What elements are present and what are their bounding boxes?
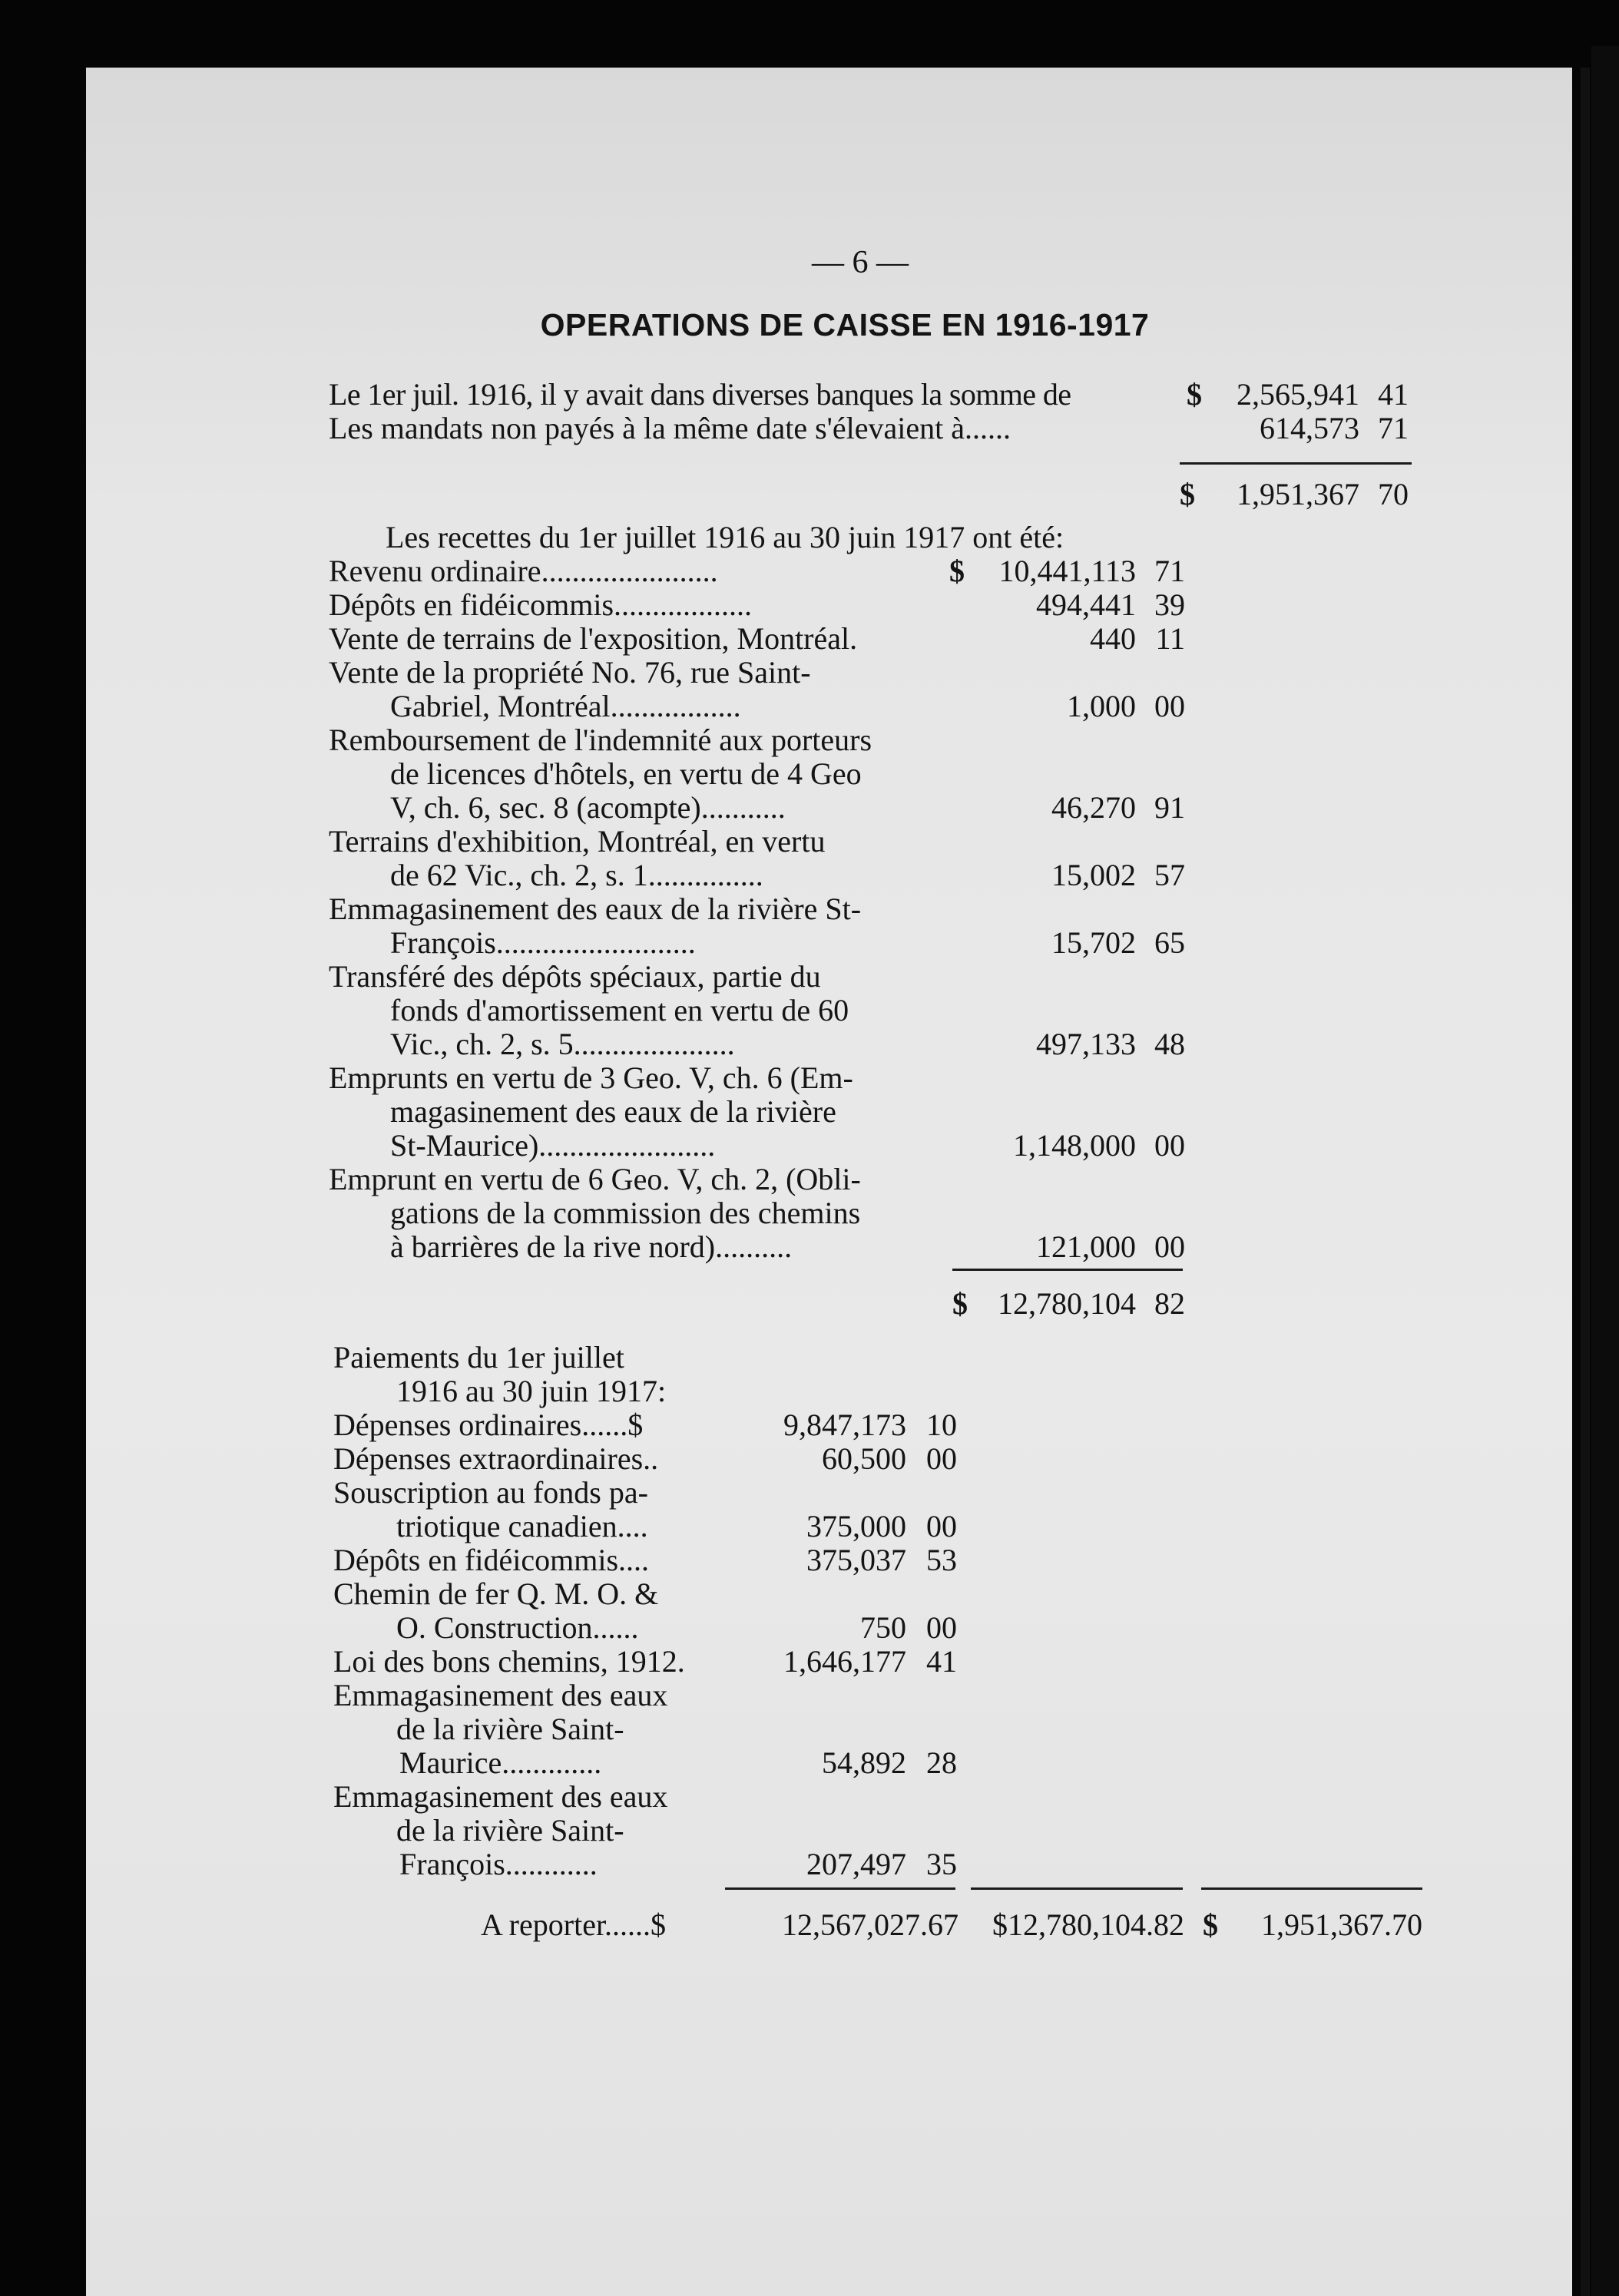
rule-payments-col1 <box>725 1887 955 1890</box>
receipt-line: Emprunts en vertu de 3 Geo. V, ch. 6 (Em- <box>329 1060 853 1095</box>
opening-line-2: Les mandats non payés à la même date s'élevaient à...... <box>329 411 1011 445</box>
payments-intro: Paiements du 1er juillet <box>333 1340 624 1375</box>
receipt-amount: 497,133 <box>1036 1027 1136 1061</box>
receipt-cents: 57 <box>1154 858 1185 892</box>
rule-receipts <box>952 1269 1183 1271</box>
payment-line: Dépenses ordinaires......$ <box>333 1408 644 1442</box>
receipt-dollar-sign: $ <box>949 554 965 588</box>
opening-line-1: Le 1er juil. 1916, il y avait dans diverses banques la somme de <box>329 377 1071 412</box>
payment-amount: 375,037 <box>806 1543 906 1577</box>
rule-payments-col3 <box>1201 1887 1422 1890</box>
page-edge <box>1581 68 1590 2296</box>
receipt-line: St-Maurice)....................... <box>390 1128 716 1163</box>
payment-cents: 00 <box>926 1509 957 1543</box>
payment-line: Emmagasinement des eaux <box>333 1678 668 1712</box>
payment-line: Dépenses extraordinaires.. <box>333 1441 659 1476</box>
receipts-total-cents: 82 <box>1154 1286 1185 1321</box>
opening-dollar-sign: $ <box>1187 377 1202 412</box>
receipt-line: Vente de terrains de l'exposition, Montréal. <box>329 621 858 656</box>
receipt-line: Gabriel, Montréal................. <box>390 689 741 723</box>
payment-line: de la rivière Saint- <box>396 1712 624 1746</box>
receipt-amount: 494,441 <box>1036 587 1136 622</box>
payment-line: triotique canadien.... <box>396 1509 648 1543</box>
receipt-cents: 00 <box>1154 1128 1185 1163</box>
receipt-cents: 00 <box>1154 1229 1185 1264</box>
receipt-line: Terrains d'exhibition, Montréal, en vertu <box>329 824 826 859</box>
receipt-cents: 48 <box>1154 1027 1185 1061</box>
payment-amount: 375,000 <box>806 1509 906 1543</box>
payment-line: Emmagasinement des eaux <box>333 1779 668 1814</box>
receipt-line: de 62 Vic., ch. 2, s. 1............... <box>390 858 763 892</box>
receipt-line: magasinement des eaux de la rivière <box>390 1094 836 1129</box>
receipt-cents: 71 <box>1154 554 1185 588</box>
payment-cents: 10 <box>926 1408 957 1442</box>
payment-amount: 750 <box>860 1610 906 1645</box>
payment-cents: 00 <box>926 1441 957 1476</box>
receipt-line: Emmagasinement des eaux de la rivière St- <box>329 892 862 926</box>
receipt-line: Vente de la propriété No. 76, rue Saint- <box>329 655 811 690</box>
receipt-cents: 00 <box>1154 689 1185 723</box>
carry-forward-col2: $12,780,104.82 <box>992 1907 1184 1942</box>
receipt-line: à barrières de la rive nord).......... <box>390 1229 793 1264</box>
payment-line: O. Construction...... <box>396 1610 639 1645</box>
receipt-cents: 11 <box>1155 621 1185 656</box>
receipt-amount: 15,002 <box>1051 858 1136 892</box>
rule-opening <box>1180 462 1412 465</box>
receipt-amount: 1,000 <box>1067 689 1136 723</box>
payment-cents: 00 <box>926 1610 957 1645</box>
payment-amount: 60,500 <box>822 1441 906 1476</box>
payment-line: Souscription au fonds pa- <box>333 1475 648 1510</box>
receipts-intro: Les recettes du 1er juillet 1916 au 30 juin 1917 ont été: <box>386 520 1064 554</box>
opening-cents-1: 41 <box>1378 377 1409 412</box>
payment-cents: 53 <box>926 1543 957 1577</box>
next-page-edge <box>1591 46 1619 2296</box>
page-title: OPERATIONS DE CAISSE EN 1916-1917 <box>540 307 1150 342</box>
payment-amount: 54,892 <box>822 1745 906 1780</box>
receipt-line: Transféré des dépôts spéciaux, partie du <box>329 959 821 994</box>
payment-line: Dépôts en fidéicommis.... <box>333 1543 650 1577</box>
opening-amount-1: 2,565,941 <box>1237 377 1359 412</box>
receipt-line: V, ch. 6, sec. 8 (acompte)........... <box>390 790 786 825</box>
receipt-line: gations de la commission des chemins <box>390 1196 861 1230</box>
payment-line: Loi des bons chemins, 1912. <box>333 1644 685 1679</box>
page-number: — 6 — <box>812 245 909 280</box>
receipt-amount: 440 <box>1090 621 1136 656</box>
receipt-line: Remboursement de l'indemnité aux porteurs <box>329 723 872 757</box>
receipt-amount: 1,148,000 <box>1013 1128 1136 1163</box>
payment-line: François............ <box>399 1847 598 1881</box>
carry-forward-col1: 12,567,027.67 <box>782 1907 958 1942</box>
receipt-cents: 65 <box>1154 925 1185 960</box>
receipt-line: Emprunt en vertu de 6 Geo. V, ch. 2, (Obli- <box>329 1162 861 1196</box>
carry-forward-label: A reporter......$ <box>481 1907 667 1942</box>
receipt-line: Vic., ch. 2, s. 5..................... <box>390 1027 735 1061</box>
payment-amount: 9,847,173 <box>783 1408 906 1442</box>
receipt-cents: 39 <box>1154 587 1185 622</box>
payment-line: Chemin de fer Q. M. O. & <box>333 1576 659 1611</box>
receipt-amount: 10,441,113 <box>998 554 1136 588</box>
payments-intro: 1916 au 30 juin 1917: <box>396 1374 667 1408</box>
payment-amount: 1,646,177 <box>783 1644 906 1679</box>
opening-cents-2: 71 <box>1378 411 1409 445</box>
receipts-total-amount: 12,780,104 <box>998 1286 1136 1321</box>
carry-forward-col3-dollar: $ <box>1203 1907 1218 1942</box>
receipts-total-dollar: $ <box>952 1286 968 1321</box>
receipt-line: Revenu ordinaire....................... <box>329 554 718 588</box>
receipt-line: Dépôts en fidéicommis.................. <box>329 587 753 622</box>
payment-cents: 41 <box>926 1644 957 1679</box>
receipt-line: fonds d'amortissement en vertu de 60 <box>390 993 849 1027</box>
receipt-cents: 91 <box>1154 790 1185 825</box>
receipt-line: François.......................... <box>390 925 696 960</box>
carry-forward-col3: 1,951,367.70 <box>1261 1907 1422 1942</box>
receipt-amount: 46,270 <box>1051 790 1136 825</box>
opening-amount-2: 614,573 <box>1260 411 1359 445</box>
payment-cents: 28 <box>926 1745 957 1780</box>
receipt-amount: 121,000 <box>1036 1229 1136 1264</box>
rule-payments-col2 <box>971 1887 1183 1890</box>
balance-cents: 70 <box>1378 477 1409 511</box>
balance-dollar-sign: $ <box>1180 477 1195 511</box>
payment-cents: 35 <box>926 1847 957 1881</box>
payment-amount: 207,497 <box>806 1847 906 1881</box>
receipt-amount: 15,702 <box>1051 925 1136 960</box>
receipt-line: de licences d'hôtels, en vertu de 4 Geo <box>390 756 862 791</box>
balance-amount: 1,951,367 <box>1237 477 1359 511</box>
payment-line: Maurice............. <box>399 1745 602 1780</box>
payment-line: de la rivière Saint- <box>396 1813 624 1848</box>
